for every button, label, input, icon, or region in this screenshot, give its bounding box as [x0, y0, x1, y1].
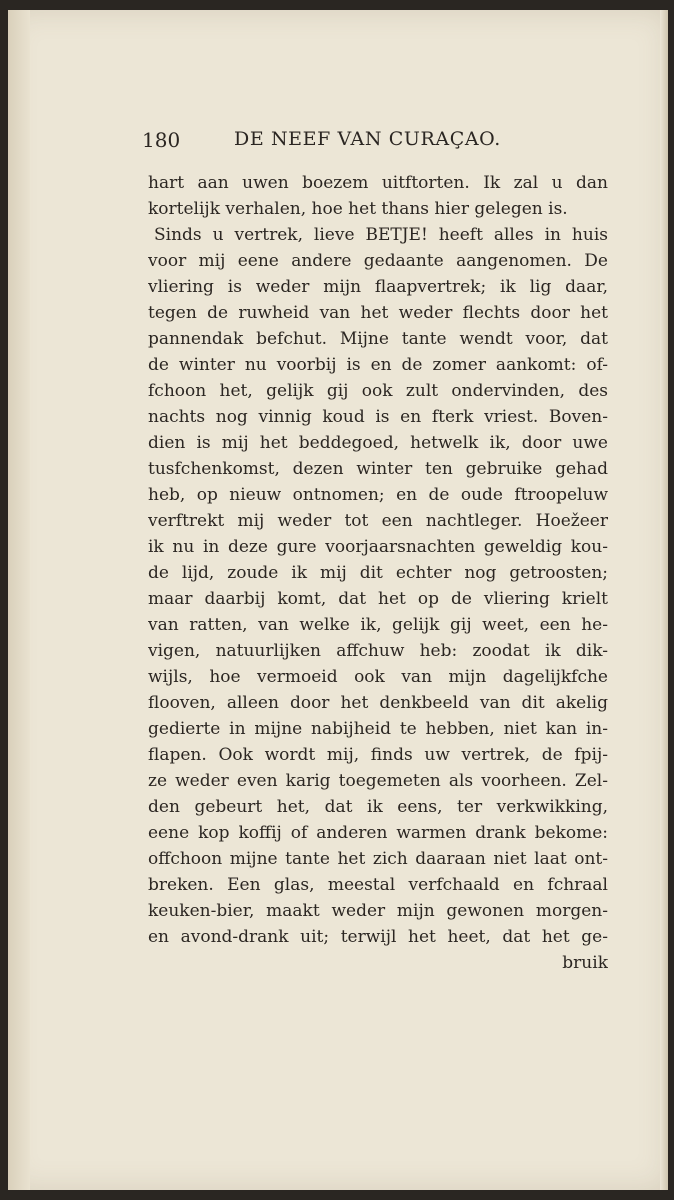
page-number: 180 [142, 128, 181, 152]
text-line: fchoon het, gelijk gij ook zult ondervinden, des [148, 381, 608, 401]
text-line: keuken-bier, maakt weder mijn gewonen morgen- [148, 901, 608, 921]
text-line: ik nu in deze gure voorjaarsnachten geweldig kou- [148, 537, 608, 557]
text-line: ze weder even karig toegemeten als voorheen. Zel- [148, 771, 608, 791]
text-line: breken. Een glas, meestal verfchaald en fchraal [148, 875, 608, 895]
text-line: de lijd, zoude ik mij dit echter nog getroosten; [148, 563, 608, 583]
catchword: bruik [562, 953, 608, 973]
page-edge [660, 10, 668, 1190]
text-line: de winter nu voorbij is en de zomer aankomt: of- [148, 355, 608, 375]
text-line: vliering is weder mijn flaapvertrek; ik lig daar, [148, 277, 608, 297]
text-line: voor mij eene andere gedaante aangenomen. De [148, 251, 608, 271]
body-text [148, 170, 608, 976]
text-line: dien is mij het beddegoed, hetwelk ik, door uwe [148, 433, 608, 453]
text-line: flapen. Ook wordt mij, finds uw vertrek, de fpij- [148, 745, 608, 765]
text-line: hart aan uwen boezem uitftorten. Ik zal u dan [148, 173, 608, 193]
text-line: pannendak befchut. Mijne tante wendt voor, dat [148, 329, 608, 349]
text-line: nachts nog vinnig koud is en fterk vriest. Boven- [148, 407, 608, 427]
text-line: maar daarbij komt, dat het op de vliering krielt [148, 589, 608, 609]
text-line: den gebeurt het, dat ik eens, ter verkwikking, [148, 797, 608, 817]
text-line: Sinds u vertrek, lieve BETJE! heeft alles in huis [154, 225, 608, 245]
running-title: DE NEEF VAN CURAÇAO. [234, 128, 501, 150]
text-line: verftrekt mij weder tot een nachtleger. Hoežeer [148, 511, 608, 531]
text-line: heb, op nieuw ontnomen; en de oude ftroopeluw [148, 485, 608, 505]
running-head [142, 126, 612, 156]
text-line: flooven, alleen door het denkbeeld van dit akelig [148, 693, 608, 713]
page-gutter [8, 10, 30, 1190]
text-line: van ratten, van welke ik, gelijk gij weet, een he- [148, 615, 608, 635]
text-line: en avond-drank uit; terwijl het heet, dat het ge- [148, 927, 608, 947]
text-line: vigen, natuurlijken affchuw heb: zoodat ik dik- [148, 641, 608, 661]
text-line: kortelijk verhalen, hoe het thans hier gelegen is. [148, 199, 568, 219]
text-line: wijls, hoe vermoeid ook van mijn dagelijkfche [148, 667, 608, 687]
book-page [8, 10, 668, 1190]
text-line: offchoon mijne tante het zich daaraan niet laat ont- [148, 849, 608, 869]
text-line: tusfchenkomst, dezen winter ten gebruike gehad [148, 459, 608, 479]
text-line: gedierte in mijne nabijheid te hebben, niet kan in- [148, 719, 608, 739]
text-line: eene kop koffij of anderen warmen drank bekome: [148, 823, 608, 843]
text-line: tegen de ruwheid van het weder flechts door het [148, 303, 608, 323]
